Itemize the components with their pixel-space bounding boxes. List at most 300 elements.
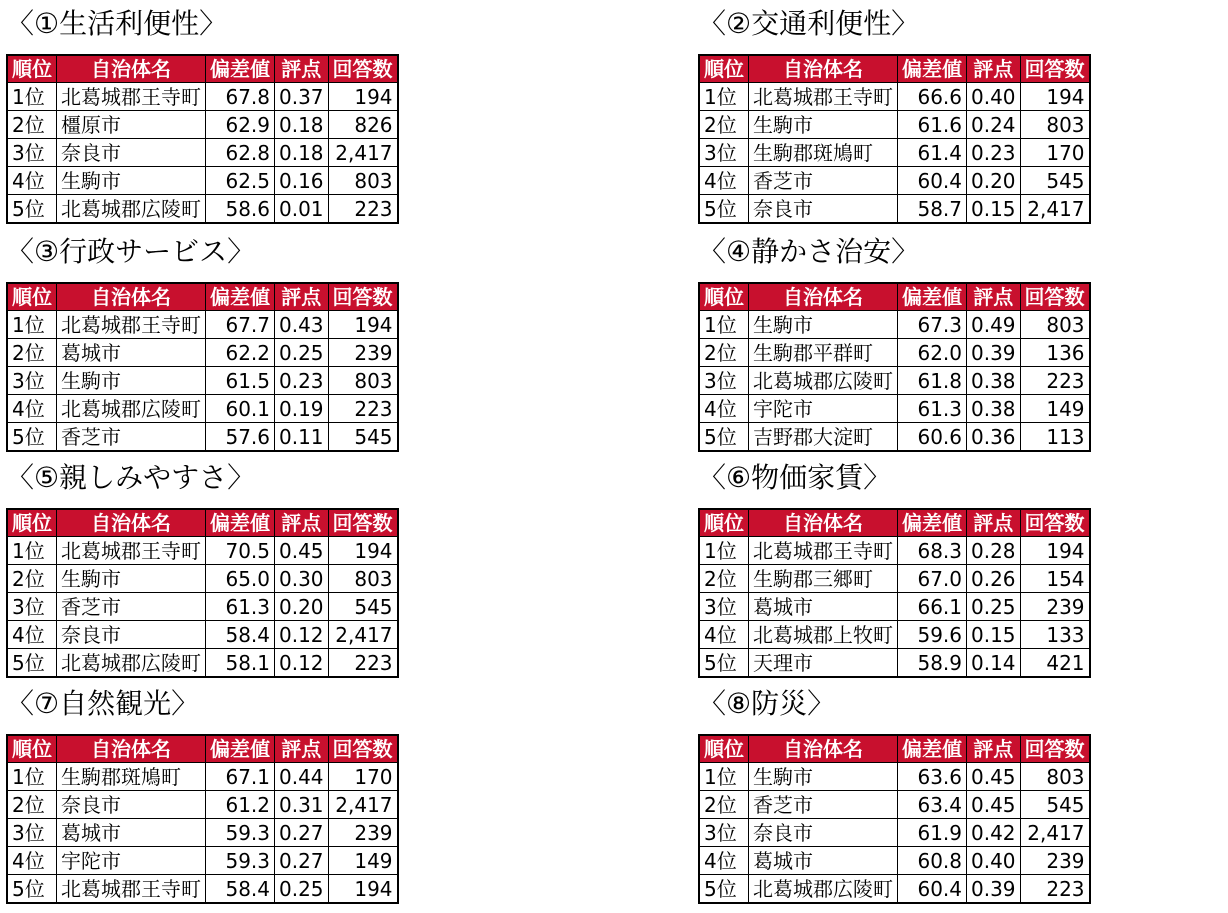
name-cell: 香芝市 — [749, 167, 898, 195]
count-header: 回答数 — [1020, 55, 1090, 83]
table-row — [699, 763, 1090, 791]
rank-cell: 4位 — [699, 847, 749, 875]
rank-cell: 5位 — [699, 423, 749, 452]
score-header: 評点 — [275, 509, 329, 537]
deviation-header: 偏差値 — [206, 509, 275, 537]
deviation-cell: 67.7 — [206, 311, 275, 339]
count-cell: 194 — [328, 537, 398, 565]
ranking-table — [6, 734, 399, 904]
rank-cell: 4位 — [7, 847, 57, 875]
deviation-cell: 61.9 — [898, 819, 967, 847]
name-cell: 北葛城郡広陵町 — [57, 395, 206, 423]
rank-cell: 1位 — [699, 311, 749, 339]
count-cell: 545 — [328, 593, 398, 621]
ranking-table — [698, 282, 1091, 452]
table-row — [699, 167, 1090, 195]
score-cell: 0.20 — [275, 593, 329, 621]
deviation-cell: 63.4 — [898, 791, 967, 819]
rank-header: 順位 — [699, 55, 749, 83]
name-header: 自治体名 — [749, 509, 898, 537]
rank-cell: 2位 — [699, 565, 749, 593]
rank-cell: 2位 — [699, 339, 749, 367]
section-title: 〈⑦自然観光〉 — [6, 687, 200, 720]
deviation-cell: 58.4 — [206, 875, 275, 904]
table-row — [7, 423, 398, 452]
deviation-cell: 66.6 — [898, 83, 967, 111]
count-cell: 170 — [328, 763, 398, 791]
count-header: 回答数 — [328, 735, 398, 763]
score-cell: 0.20 — [967, 167, 1021, 195]
score-cell: 0.25 — [275, 339, 329, 367]
deviation-cell: 65.0 — [206, 565, 275, 593]
name-cell: 北葛城郡王寺町 — [57, 83, 206, 111]
ranking-table — [698, 54, 1091, 224]
rank-header: 順位 — [699, 509, 749, 537]
score-cell: 0.28 — [967, 537, 1021, 565]
rank-cell: 1位 — [7, 763, 57, 791]
rank-cell: 5位 — [699, 195, 749, 224]
ranking-table — [6, 282, 399, 452]
name-cell: 北葛城郡広陵町 — [57, 195, 206, 224]
section-title: 〈⑥物価家賃〉 — [698, 461, 892, 494]
score-cell: 0.38 — [967, 367, 1021, 395]
deviation-cell: 67.0 — [898, 565, 967, 593]
count-cell: 239 — [328, 819, 398, 847]
deviation-header: 偏差値 — [206, 735, 275, 763]
section-title: 〈①生活利便性〉 — [6, 7, 228, 40]
score-cell: 0.39 — [967, 339, 1021, 367]
deviation-cell: 61.2 — [206, 791, 275, 819]
table-row — [7, 621, 398, 649]
count-cell: 194 — [328, 875, 398, 904]
table-row — [699, 819, 1090, 847]
score-cell: 0.23 — [967, 139, 1021, 167]
score-header: 評点 — [967, 509, 1021, 537]
count-cell: 133 — [1020, 621, 1090, 649]
table-row — [7, 593, 398, 621]
table-row — [699, 395, 1090, 423]
count-header: 回答数 — [1020, 509, 1090, 537]
ranking-table — [698, 508, 1091, 678]
section-title: 〈④静かさ治安〉 — [698, 235, 920, 268]
name-cell: 生駒郡斑鳩町 — [57, 763, 206, 791]
rank-header: 順位 — [7, 509, 57, 537]
rank-cell: 2位 — [7, 565, 57, 593]
deviation-cell: 58.6 — [206, 195, 275, 224]
table-header-row — [7, 283, 398, 311]
rank-cell: 4位 — [7, 395, 57, 423]
score-cell: 0.31 — [275, 791, 329, 819]
table-row — [699, 195, 1090, 224]
score-header: 評点 — [275, 283, 329, 311]
deviation-cell: 62.2 — [206, 339, 275, 367]
deviation-cell: 62.8 — [206, 139, 275, 167]
table-row — [699, 423, 1090, 452]
table-row — [699, 649, 1090, 678]
rank-cell: 1位 — [7, 537, 57, 565]
deviation-header: 偏差値 — [898, 55, 967, 83]
name-header: 自治体名 — [57, 283, 206, 311]
table-row — [7, 395, 398, 423]
count-cell: 239 — [328, 339, 398, 367]
count-cell: 223 — [1020, 367, 1090, 395]
deviation-cell: 61.6 — [898, 111, 967, 139]
rank-header: 順位 — [7, 55, 57, 83]
table-row — [7, 139, 398, 167]
score-cell: 0.39 — [967, 875, 1021, 904]
count-cell: 545 — [1020, 791, 1090, 819]
deviation-cell: 67.8 — [206, 83, 275, 111]
table-row — [7, 847, 398, 875]
name-cell: 奈良市 — [57, 621, 206, 649]
table-row — [7, 875, 398, 904]
count-header: 回答数 — [1020, 283, 1090, 311]
name-cell: 天理市 — [749, 649, 898, 678]
deviation-cell: 66.1 — [898, 593, 967, 621]
count-header: 回答数 — [328, 283, 398, 311]
ranking-table — [6, 54, 399, 224]
name-cell: 生駒市 — [57, 565, 206, 593]
score-header: 評点 — [275, 55, 329, 83]
name-cell: 奈良市 — [749, 819, 898, 847]
deviation-cell: 63.6 — [898, 763, 967, 791]
count-cell: 154 — [1020, 565, 1090, 593]
score-cell: 0.23 — [275, 367, 329, 395]
rank-cell: 1位 — [699, 763, 749, 791]
rank-cell: 5位 — [699, 649, 749, 678]
name-cell: 生駒郡斑鳩町 — [749, 139, 898, 167]
rank-cell: 3位 — [7, 593, 57, 621]
name-cell: 葛城市 — [749, 593, 898, 621]
rank-cell: 4位 — [699, 395, 749, 423]
table-row — [699, 139, 1090, 167]
score-cell: 0.25 — [967, 593, 1021, 621]
count-cell: 2,417 — [328, 139, 398, 167]
table-row — [7, 791, 398, 819]
table-header-row — [699, 55, 1090, 83]
table-row — [7, 537, 398, 565]
score-cell: 0.40 — [967, 83, 1021, 111]
count-cell: 545 — [1020, 167, 1090, 195]
score-cell: 0.30 — [275, 565, 329, 593]
score-cell: 0.01 — [275, 195, 329, 224]
score-cell: 0.12 — [275, 649, 329, 678]
score-cell: 0.15 — [967, 195, 1021, 224]
count-cell: 149 — [1020, 395, 1090, 423]
count-cell: 113 — [1020, 423, 1090, 452]
name-cell: 宇陀市 — [749, 395, 898, 423]
name-cell: 北葛城郡広陵町 — [749, 367, 898, 395]
table-row — [699, 565, 1090, 593]
count-cell: 149 — [328, 847, 398, 875]
table-header-row — [699, 509, 1090, 537]
score-cell: 0.26 — [967, 565, 1021, 593]
score-cell: 0.18 — [275, 111, 329, 139]
rank-cell: 3位 — [7, 367, 57, 395]
rank-cell: 3位 — [7, 819, 57, 847]
score-cell: 0.18 — [275, 139, 329, 167]
deviation-cell: 70.5 — [206, 537, 275, 565]
rank-header: 順位 — [7, 735, 57, 763]
count-cell: 2,417 — [1020, 195, 1090, 224]
section-title: 〈②交通利便性〉 — [698, 7, 920, 40]
rank-cell: 2位 — [699, 111, 749, 139]
count-cell: 239 — [1020, 593, 1090, 621]
name-cell: 北葛城郡王寺町 — [749, 537, 898, 565]
rank-cell: 4位 — [7, 621, 57, 649]
deviation-cell: 58.9 — [898, 649, 967, 678]
name-cell: 奈良市 — [57, 139, 206, 167]
score-cell: 0.40 — [967, 847, 1021, 875]
table-row — [699, 847, 1090, 875]
count-cell: 223 — [1020, 875, 1090, 904]
table-row — [699, 791, 1090, 819]
rank-cell: 5位 — [7, 875, 57, 904]
name-cell: 生駒市 — [57, 367, 206, 395]
name-cell: 生駒市 — [749, 763, 898, 791]
count-cell: 223 — [328, 649, 398, 678]
rank-cell: 5位 — [7, 423, 57, 452]
count-cell: 194 — [1020, 537, 1090, 565]
rank-cell: 3位 — [699, 367, 749, 395]
deviation-cell: 60.4 — [898, 875, 967, 904]
table-row — [7, 167, 398, 195]
count-header: 回答数 — [328, 55, 398, 83]
count-cell: 2,417 — [328, 621, 398, 649]
deviation-cell: 57.6 — [206, 423, 275, 452]
score-header: 評点 — [967, 55, 1021, 83]
name-cell: 生駒郡平群町 — [749, 339, 898, 367]
score-cell: 0.12 — [275, 621, 329, 649]
table-row — [7, 649, 398, 678]
count-cell: 223 — [328, 195, 398, 224]
deviation-cell: 58.4 — [206, 621, 275, 649]
table-row — [7, 195, 398, 224]
rank-cell: 3位 — [7, 139, 57, 167]
table-header-row — [699, 283, 1090, 311]
table-row — [7, 83, 398, 111]
rank-cell: 3位 — [699, 819, 749, 847]
rank-header: 順位 — [699, 735, 749, 763]
section-title: 〈③行政サービス〉 — [6, 235, 256, 268]
rank-cell: 1位 — [699, 83, 749, 111]
deviation-header: 偏差値 — [898, 283, 967, 311]
name-header: 自治体名 — [749, 735, 898, 763]
deviation-cell: 62.5 — [206, 167, 275, 195]
name-header: 自治体名 — [57, 55, 206, 83]
rank-cell: 2位 — [7, 111, 57, 139]
name-cell: 宇陀市 — [57, 847, 206, 875]
count-cell: 803 — [328, 367, 398, 395]
table-row — [699, 339, 1090, 367]
deviation-cell: 59.3 — [206, 847, 275, 875]
table-row — [699, 593, 1090, 621]
name-cell: 香芝市 — [57, 593, 206, 621]
table-row — [7, 339, 398, 367]
score-cell: 0.38 — [967, 395, 1021, 423]
name-cell: 北葛城郡上牧町 — [749, 621, 898, 649]
table-row — [7, 819, 398, 847]
deviation-cell: 67.1 — [206, 763, 275, 791]
count-cell: 803 — [328, 167, 398, 195]
table-row — [699, 83, 1090, 111]
rank-cell: 2位 — [7, 339, 57, 367]
count-cell: 170 — [1020, 139, 1090, 167]
score-cell: 0.44 — [275, 763, 329, 791]
count-cell: 803 — [1020, 763, 1090, 791]
count-cell: 223 — [328, 395, 398, 423]
count-header: 回答数 — [328, 509, 398, 537]
score-cell: 0.42 — [967, 819, 1021, 847]
rank-cell: 1位 — [699, 537, 749, 565]
name-cell: 生駒市 — [57, 167, 206, 195]
deviation-cell: 67.3 — [898, 311, 967, 339]
table-row — [699, 367, 1090, 395]
deviation-cell: 60.8 — [898, 847, 967, 875]
count-cell: 803 — [1020, 311, 1090, 339]
table-row — [699, 111, 1090, 139]
deviation-cell: 68.3 — [898, 537, 967, 565]
count-cell: 194 — [1020, 83, 1090, 111]
name-cell: 北葛城郡広陵町 — [57, 649, 206, 678]
deviation-cell: 61.3 — [206, 593, 275, 621]
name-cell: 北葛城郡王寺町 — [749, 83, 898, 111]
count-cell: 803 — [1020, 111, 1090, 139]
rank-cell: 2位 — [699, 791, 749, 819]
table-row — [699, 311, 1090, 339]
count-cell: 194 — [328, 83, 398, 111]
table-header-row — [7, 55, 398, 83]
count-cell: 2,417 — [328, 791, 398, 819]
name-cell: 橿原市 — [57, 111, 206, 139]
score-cell: 0.45 — [275, 537, 329, 565]
table-row — [7, 311, 398, 339]
rank-cell: 5位 — [7, 649, 57, 678]
name-cell: 葛城市 — [57, 819, 206, 847]
score-cell: 0.36 — [967, 423, 1021, 452]
name-cell: 北葛城郡王寺町 — [57, 311, 206, 339]
name-cell: 葛城市 — [57, 339, 206, 367]
table-row — [7, 565, 398, 593]
rank-cell: 1位 — [7, 83, 57, 111]
rank-cell: 4位 — [699, 167, 749, 195]
count-header: 回答数 — [1020, 735, 1090, 763]
count-cell: 545 — [328, 423, 398, 452]
section-title: 〈⑧防災〉 — [698, 687, 836, 720]
rank-cell: 3位 — [699, 139, 749, 167]
deviation-cell: 60.1 — [206, 395, 275, 423]
rank-cell: 4位 — [699, 621, 749, 649]
count-cell: 803 — [328, 565, 398, 593]
count-cell: 194 — [328, 311, 398, 339]
name-header: 自治体名 — [57, 735, 206, 763]
ranking-table — [6, 508, 399, 678]
deviation-cell: 58.1 — [206, 649, 275, 678]
table-header-row — [699, 735, 1090, 763]
table-row — [699, 537, 1090, 565]
count-cell: 421 — [1020, 649, 1090, 678]
score-cell: 0.27 — [275, 819, 329, 847]
name-cell: 香芝市 — [749, 791, 898, 819]
name-cell: 北葛城郡広陵町 — [749, 875, 898, 904]
name-cell: 生駒郡三郷町 — [749, 565, 898, 593]
table-row — [7, 111, 398, 139]
score-cell: 0.43 — [275, 311, 329, 339]
deviation-cell: 61.5 — [206, 367, 275, 395]
rank-header: 順位 — [699, 283, 749, 311]
name-cell: 生駒市 — [749, 311, 898, 339]
count-cell: 2,417 — [1020, 819, 1090, 847]
score-cell: 0.45 — [967, 791, 1021, 819]
rank-cell: 5位 — [699, 875, 749, 904]
score-cell: 0.45 — [967, 763, 1021, 791]
name-cell: 吉野郡大淀町 — [749, 423, 898, 452]
name-cell: 奈良市 — [749, 195, 898, 224]
rank-cell: 5位 — [7, 195, 57, 224]
ranking-table — [698, 734, 1091, 904]
name-cell: 北葛城郡王寺町 — [57, 875, 206, 904]
table-row — [699, 621, 1090, 649]
rank-cell: 2位 — [7, 791, 57, 819]
rank-cell: 1位 — [7, 311, 57, 339]
deviation-cell: 61.4 — [898, 139, 967, 167]
name-header: 自治体名 — [749, 55, 898, 83]
deviation-cell: 62.0 — [898, 339, 967, 367]
name-cell: 葛城市 — [749, 847, 898, 875]
score-header: 評点 — [275, 735, 329, 763]
score-cell: 0.27 — [275, 847, 329, 875]
score-cell: 0.14 — [967, 649, 1021, 678]
deviation-cell: 62.9 — [206, 111, 275, 139]
deviation-cell: 59.6 — [898, 621, 967, 649]
rank-cell: 3位 — [699, 593, 749, 621]
table-header-row — [7, 735, 398, 763]
count-cell: 136 — [1020, 339, 1090, 367]
deviation-header: 偏差値 — [206, 283, 275, 311]
table-row — [699, 875, 1090, 904]
name-cell: 奈良市 — [57, 791, 206, 819]
score-cell: 0.15 — [967, 621, 1021, 649]
name-header: 自治体名 — [57, 509, 206, 537]
count-cell: 826 — [328, 111, 398, 139]
score-cell: 0.19 — [275, 395, 329, 423]
deviation-cell: 60.4 — [898, 167, 967, 195]
score-cell: 0.37 — [275, 83, 329, 111]
deviation-header: 偏差値 — [898, 735, 967, 763]
deviation-header: 偏差値 — [206, 55, 275, 83]
score-cell: 0.25 — [275, 875, 329, 904]
count-cell: 239 — [1020, 847, 1090, 875]
deviation-cell: 61.8 — [898, 367, 967, 395]
deviation-cell: 59.3 — [206, 819, 275, 847]
rank-cell: 4位 — [7, 167, 57, 195]
score-cell: 0.11 — [275, 423, 329, 452]
name-cell: 生駒市 — [749, 111, 898, 139]
deviation-cell: 60.6 — [898, 423, 967, 452]
score-header: 評点 — [967, 735, 1021, 763]
deviation-header: 偏差値 — [898, 509, 967, 537]
rank-header: 順位 — [7, 283, 57, 311]
table-row — [7, 763, 398, 791]
name-header: 自治体名 — [749, 283, 898, 311]
name-cell: 香芝市 — [57, 423, 206, 452]
score-cell: 0.16 — [275, 167, 329, 195]
section-title: 〈⑤親しみやすさ〉 — [6, 461, 256, 494]
score-cell: 0.49 — [967, 311, 1021, 339]
score-cell: 0.24 — [967, 111, 1021, 139]
name-cell: 北葛城郡王寺町 — [57, 537, 206, 565]
table-header-row — [7, 509, 398, 537]
